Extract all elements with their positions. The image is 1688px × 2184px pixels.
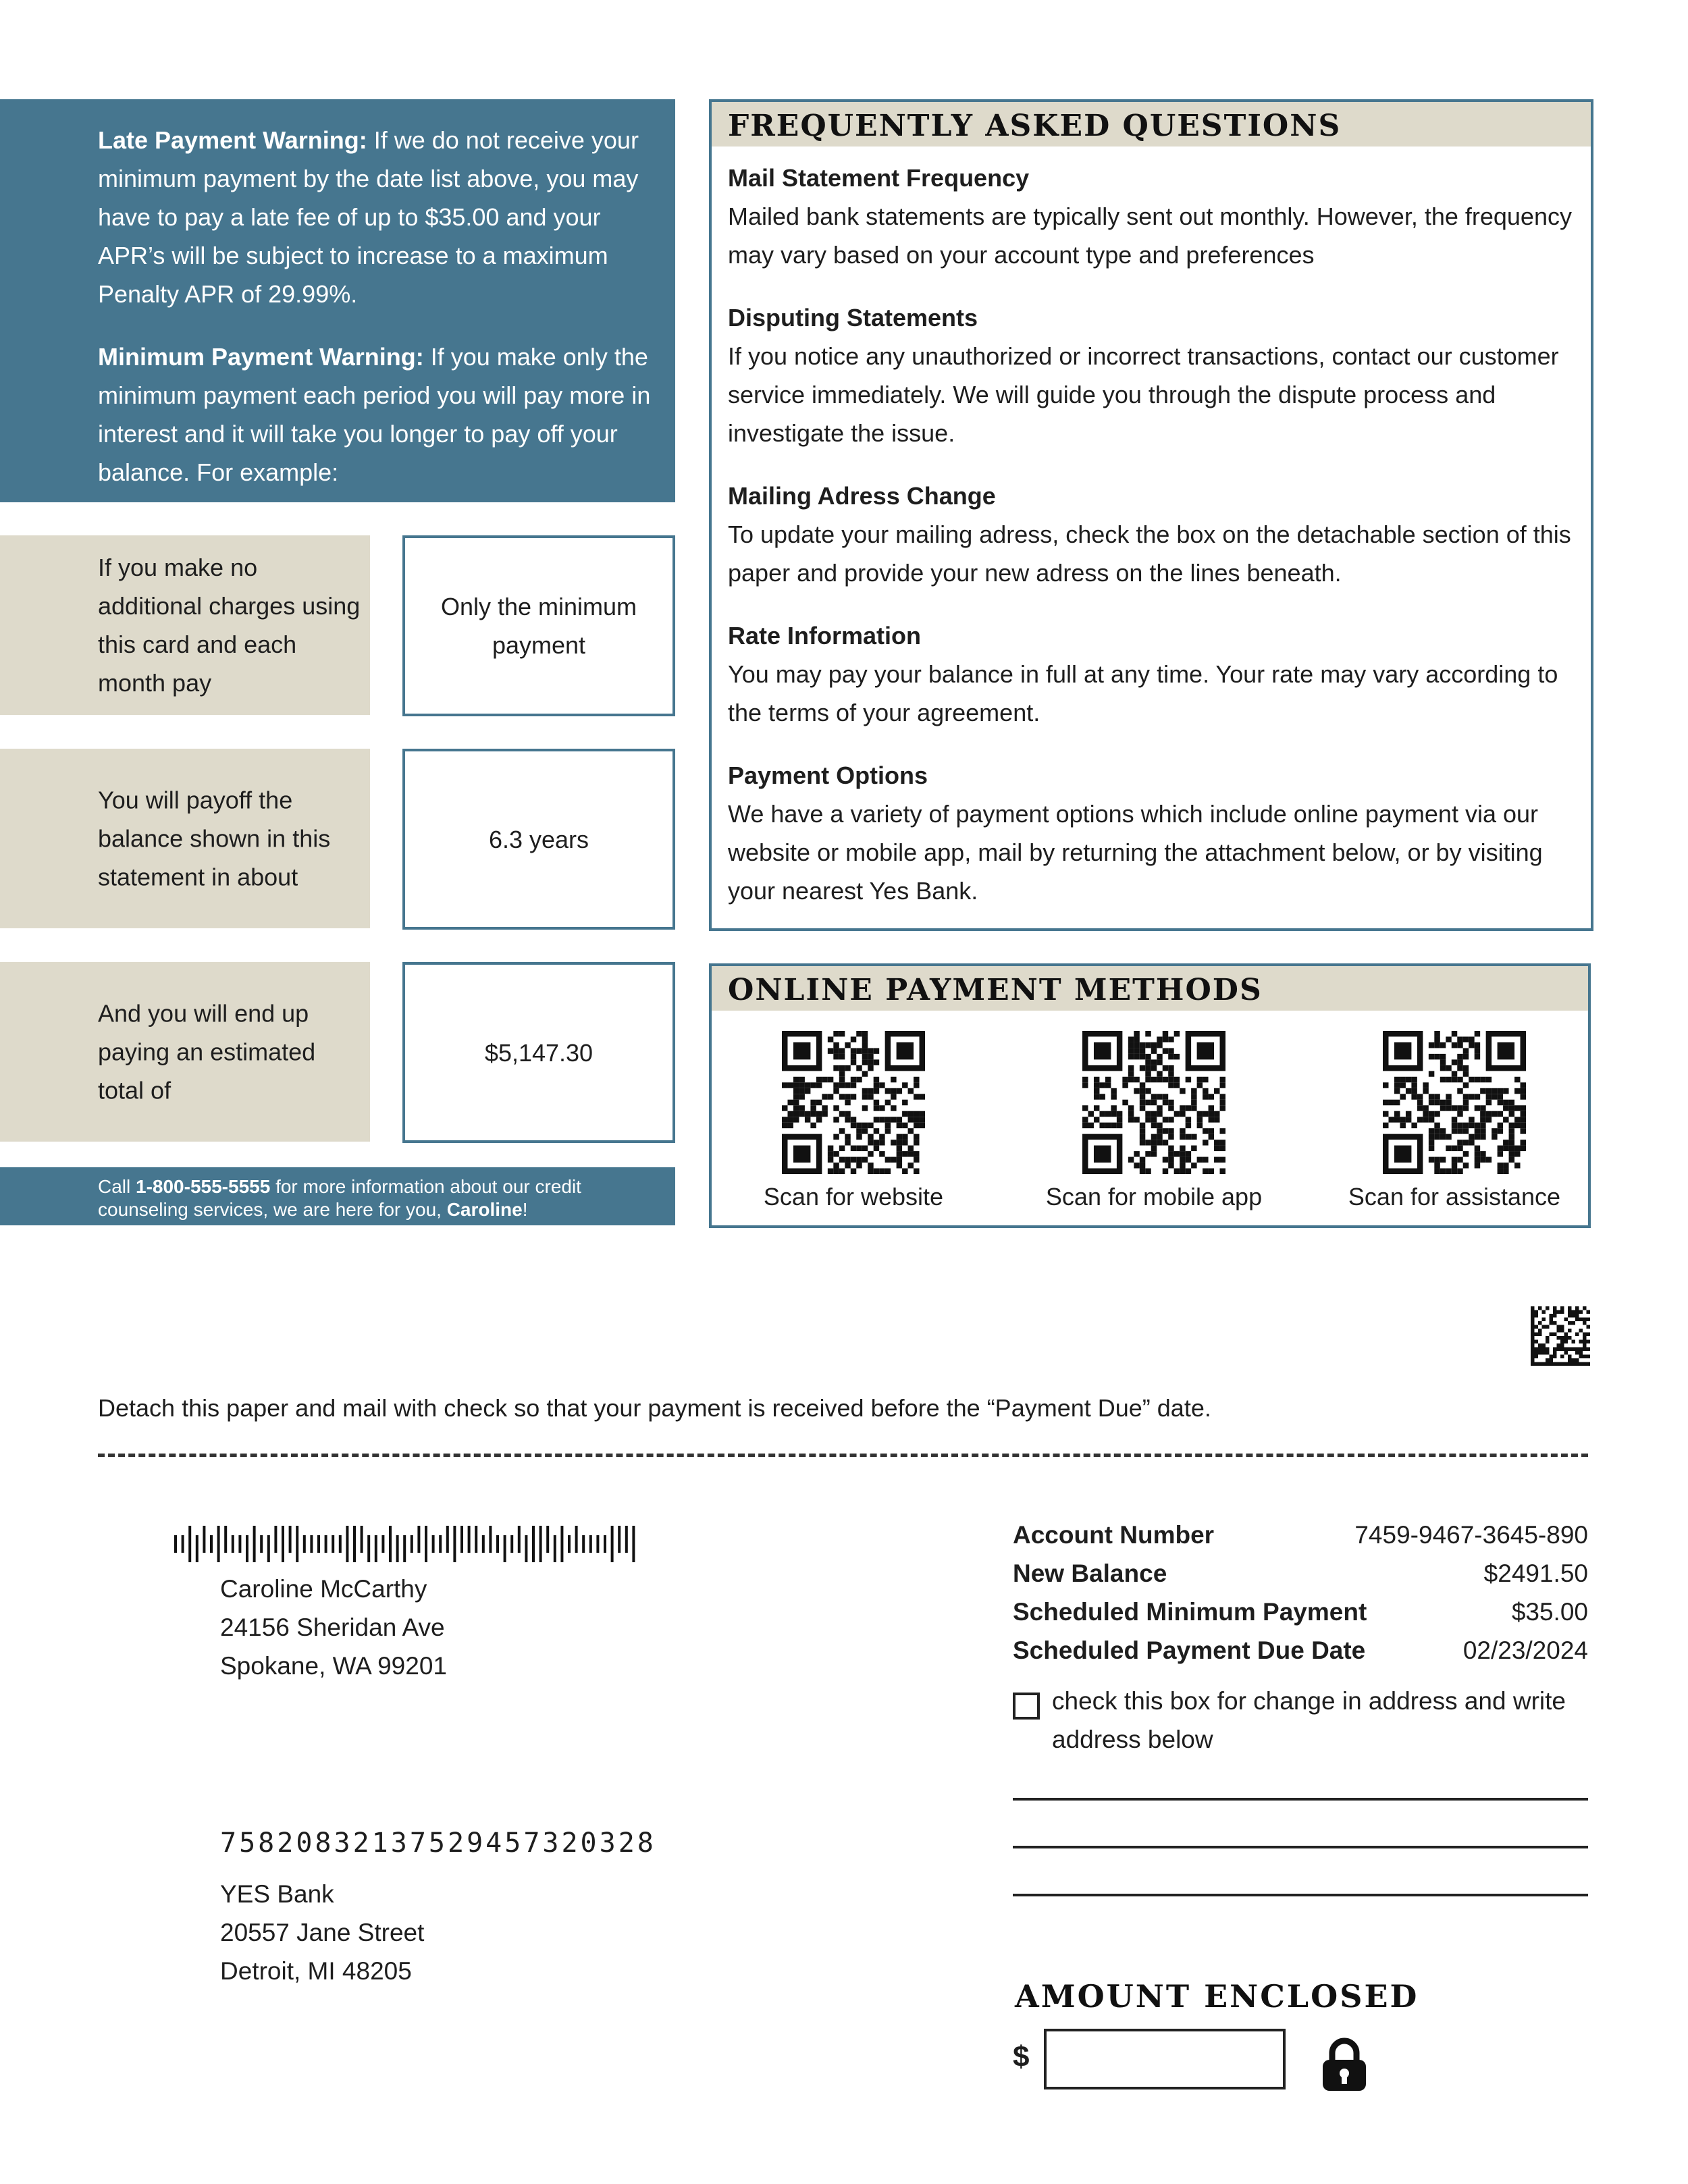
example-label-3: And you will end up paying an estimated total of	[0, 962, 370, 1142]
tear-line	[98, 1454, 1588, 1457]
example-label-1: If you make no additional charges using this card and each month pay	[0, 535, 370, 715]
address-change-label: check this box for change in address and write address below	[1052, 1687, 1566, 1753]
example-value-2: 6.3 years	[402, 749, 675, 930]
qr-mobile-app[interactable]: Scan for mobile app	[1012, 1031, 1296, 1212]
amount-enclosed-title: AMOUNT ENCLOSED	[1015, 1978, 1419, 2015]
counseling-phone[interactable]: 1-800-555-5555	[136, 1176, 271, 1197]
faq-item: Disputing Statements If you notice any unauthorized or incorrect transactions, contact our customer service immediately. We will guide you through the dispute process and investigate the issue.	[728, 304, 1559, 447]
credit-counseling-bar: Call 1-800-555-5555 for more information about our credit counseling services, we are here for you, Caroline!	[0, 1167, 675, 1225]
lock-icon	[1320, 2035, 1369, 2092]
qr-code-icon	[1082, 1031, 1225, 1174]
faq-item: Rate Information You may pay your balance in full at any time. Your rate may vary according to the terms of your agreement.	[728, 622, 1558, 726]
address-line-1[interactable]	[1013, 1798, 1588, 1801]
minimum-payment-row: Scheduled Minimum Payment $35.00	[1013, 1598, 1588, 1626]
due-date-row: Scheduled Payment Due Date 02/23/2024	[1013, 1636, 1588, 1664]
new-balance-row: New Balance $2491.50	[1013, 1560, 1588, 1587]
online-payment-title: ONLINE PAYMENT METHODS	[712, 966, 1588, 1011]
currency-symbol: $	[1013, 2040, 1030, 2073]
example-value-1: Only the minimum payment	[402, 535, 675, 716]
example-label-2: You will payoff the balance shown in this statement in about	[0, 749, 370, 928]
postal-barcode-icon	[174, 1526, 647, 1562]
account-number-row: Account Number 7459-9467-3645-890	[1013, 1521, 1588, 1549]
amount-enclosed-field[interactable]	[1044, 2029, 1286, 2089]
faq-title: FREQUENTLY ASKED QUESTIONS	[712, 102, 1591, 147]
bank-address: YES Bank 20557 Jane Street Detroit, MI 48205	[220, 1880, 425, 1985]
address-change-checkbox[interactable]	[1013, 1693, 1040, 1720]
faq-item: Mailing Adress Change To update your mailing adress, check the box on the detachable section of this paper and provide your new adress on the lines beneath.	[728, 482, 1571, 587]
late-payment-warning: Late Payment Warning: If we do not receive your minimum payment by the date list above, you may have to pay a late fee of up to $35.00 and your APR’s will be subject to increase to a maximum Penalty APR of 29.99%.	[98, 126, 639, 308]
faq-item: Mail Statement Frequency Mailed bank statements are typically sent out monthly. However, the frequency may vary based on your account type and preferences	[728, 164, 1572, 269]
example-value-3: $5,147.30	[402, 962, 675, 1143]
data-matrix-code-icon	[1531, 1306, 1590, 1366]
customer-address: Caroline McCarthy 24156 Sheridan Ave Spokane, WA 99201	[220, 1575, 447, 1680]
detach-instructions: Detach this paper and mail with check so that your payment is received before the “Payment Due” date.	[98, 1394, 1211, 1422]
account-summary	[1013, 1516, 1588, 1670]
minimum-payment-warning: Minimum Payment Warning: If you make only the minimum payment each period you will pay more in interest and it will take you longer to pay off your balance. For example:	[98, 343, 651, 486]
address-line-3[interactable]	[1013, 1894, 1588, 1896]
qr-code-icon	[1383, 1031, 1526, 1174]
warnings-block	[0, 99, 675, 502]
qr-assistance[interactable]: Scan for assistance	[1313, 1031, 1596, 1212]
faq-item: Payment Options We have a variety of payment options which include online payment via our website or mobile app, mail by returning the attachment below, or by visiting your nearest Yes Bank.	[728, 762, 1543, 905]
routing-number: 75820832137529457320328	[220, 1828, 656, 1859]
qr-code-icon	[782, 1031, 925, 1174]
address-line-2[interactable]	[1013, 1846, 1588, 1848]
qr-website[interactable]: Scan for website	[712, 1031, 995, 1212]
online-payment-panel	[709, 963, 1591, 1228]
faq-panel	[709, 99, 1593, 931]
